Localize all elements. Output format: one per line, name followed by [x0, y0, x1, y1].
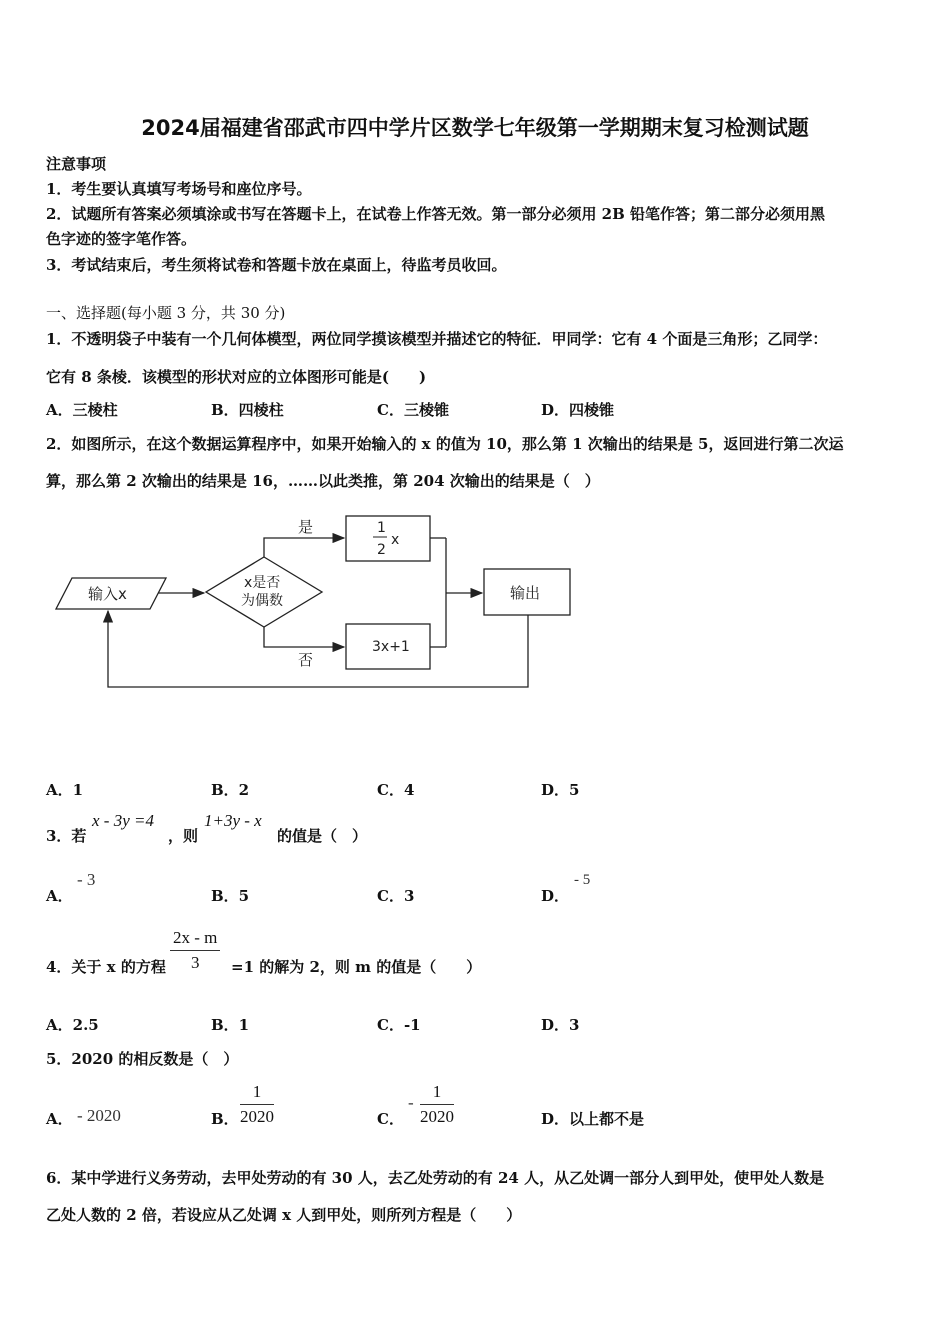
q1-option-b: B．四棱柱 [211, 401, 284, 419]
q3-expression: 1+3y - x [204, 811, 262, 830]
q5-option-b-label: B． [211, 1110, 239, 1128]
q4-fraction-denominator: 3 [190, 953, 200, 972]
q5-option-a-value: - 2020 [77, 1106, 121, 1125]
q3-option-b: B．5 [211, 887, 250, 905]
q5-option-b-denominator: 2020 [240, 1107, 274, 1126]
q3-prefix: 3．若 [46, 827, 87, 845]
q4-fraction [170, 928, 220, 973]
q1-option-c: C．三棱锥 [377, 401, 449, 419]
input-label: 输入x [88, 585, 127, 603]
q1-option-a: A．三棱柱 [46, 401, 118, 419]
notice-heading: 注意事项 [46, 155, 107, 173]
q3-suffix: 的值是（ ） [277, 827, 368, 845]
q3-option-a-label: A． [46, 887, 73, 905]
q5-option-a-label: A． [46, 1110, 73, 1128]
q5-stem: 5．2020 的相反数是（ ） [46, 1050, 239, 1068]
q5-option-b-fraction [240, 1082, 274, 1127]
q2-line1: 2．如图所示，在这个数据运算程序中，如果开始输入的 x 的值为 10，那么第 1 次输出的结果是 5，返回进行第二次运 [46, 435, 844, 453]
notice-item-2a: 2．试题所有答案必须填涂或书写在答题卡上，在试卷上作答无效。第一部分必须用 2B 铅笔作答；第二部分必须用黑 [46, 205, 826, 223]
q4-option-a: A．2.5 [46, 1016, 99, 1034]
half-variable: x [391, 532, 400, 548]
q4-suffix: =1 的解为 2，则 m 的值是（ ） [231, 958, 482, 976]
flowchart-diagram [50, 505, 590, 700]
q3-option-c: C．3 [377, 887, 415, 905]
q3-mid: ，则 [168, 827, 199, 845]
q5-option-d: D．以上都不是 [541, 1110, 645, 1128]
decision-diamond [206, 557, 322, 627]
half-numerator: 1 [377, 520, 386, 536]
no-label: 否 [298, 651, 314, 669]
q5-option-b-numerator: 1 [240, 1082, 274, 1105]
half-box [346, 516, 430, 561]
q2-option-d: D．5 [541, 781, 580, 799]
q5-option-c-fraction [420, 1082, 454, 1127]
q3-option-d-value: - 5 [574, 872, 591, 888]
q5-option-c-sign: - [408, 1093, 414, 1112]
section-heading: 一、选择题(每小题 3 分，共 30 分) [46, 304, 286, 322]
output-label: 输出 [510, 584, 541, 602]
q3-option-a-value: - 3 [77, 870, 96, 889]
page-title: 2024届福建省邵武市四中学片区数学七年级第一学期期末复习检测试题 [141, 116, 809, 140]
q3-equation: x - 3y =4 [92, 811, 154, 830]
q1-line2: 它有 8 条棱．该模型的形状对应的立体图形可能是( ) [46, 368, 427, 386]
notice-item-2b: 色字迹的签字笔作答。 [46, 230, 197, 248]
q4-fraction-numerator: 2x - m [170, 928, 220, 951]
decision-label-1: x是否 [244, 575, 281, 591]
q4-prefix: 4．关于 x 的方程 [46, 958, 166, 976]
q1-option-d: D．四棱锥 [541, 401, 615, 419]
notice-item-1: 1．考生要认真填写考场号和座位序号。 [46, 180, 312, 198]
q4-option-b: B．1 [211, 1016, 250, 1034]
q2-option-b: B．2 [211, 781, 250, 799]
q5-option-c-denominator: 2020 [420, 1107, 454, 1126]
decision-label-2: 为偶数 [241, 593, 283, 609]
half-denominator: 2 [377, 542, 386, 558]
q6-line1: 6．某中学进行义务劳动，去甲处劳动的有 30 人，去乙处劳动的有 24 人，从乙处调一部分人到甲处，使甲处人数是 [46, 1169, 825, 1187]
q3-option-d-label: D． [541, 887, 570, 905]
yes-label: 是 [298, 518, 314, 536]
notice-item-3: 3．考试结束后，考生须将试卷和答题卡放在桌面上，待监考员收回。 [46, 256, 507, 274]
odd-box-label: 3x+1 [372, 639, 410, 655]
q6-line2: 乙处人数的 2 倍，若设应从乙处调 x 人到甲处，则所列方程是（ ） [46, 1206, 522, 1224]
q5-option-c-label: C． [377, 1110, 404, 1128]
q2-line2: 算，那么第 2 次输出的结果是 16，……以此类推，第 204 次输出的结果是（ ） [46, 472, 600, 490]
q2-option-a: A．1 [46, 781, 84, 799]
q5-option-c-numerator: 1 [420, 1082, 454, 1105]
q4-option-d: D．3 [541, 1016, 580, 1034]
q1-line1: 1．不透明袋子中装有一个几何体模型，两位同学摸该模型并描述它的特征．甲同学：它有 4 个面是三角形；乙同学： [46, 330, 828, 348]
q2-option-c: C．4 [377, 781, 415, 799]
q4-option-c: C．-1 [377, 1016, 421, 1034]
